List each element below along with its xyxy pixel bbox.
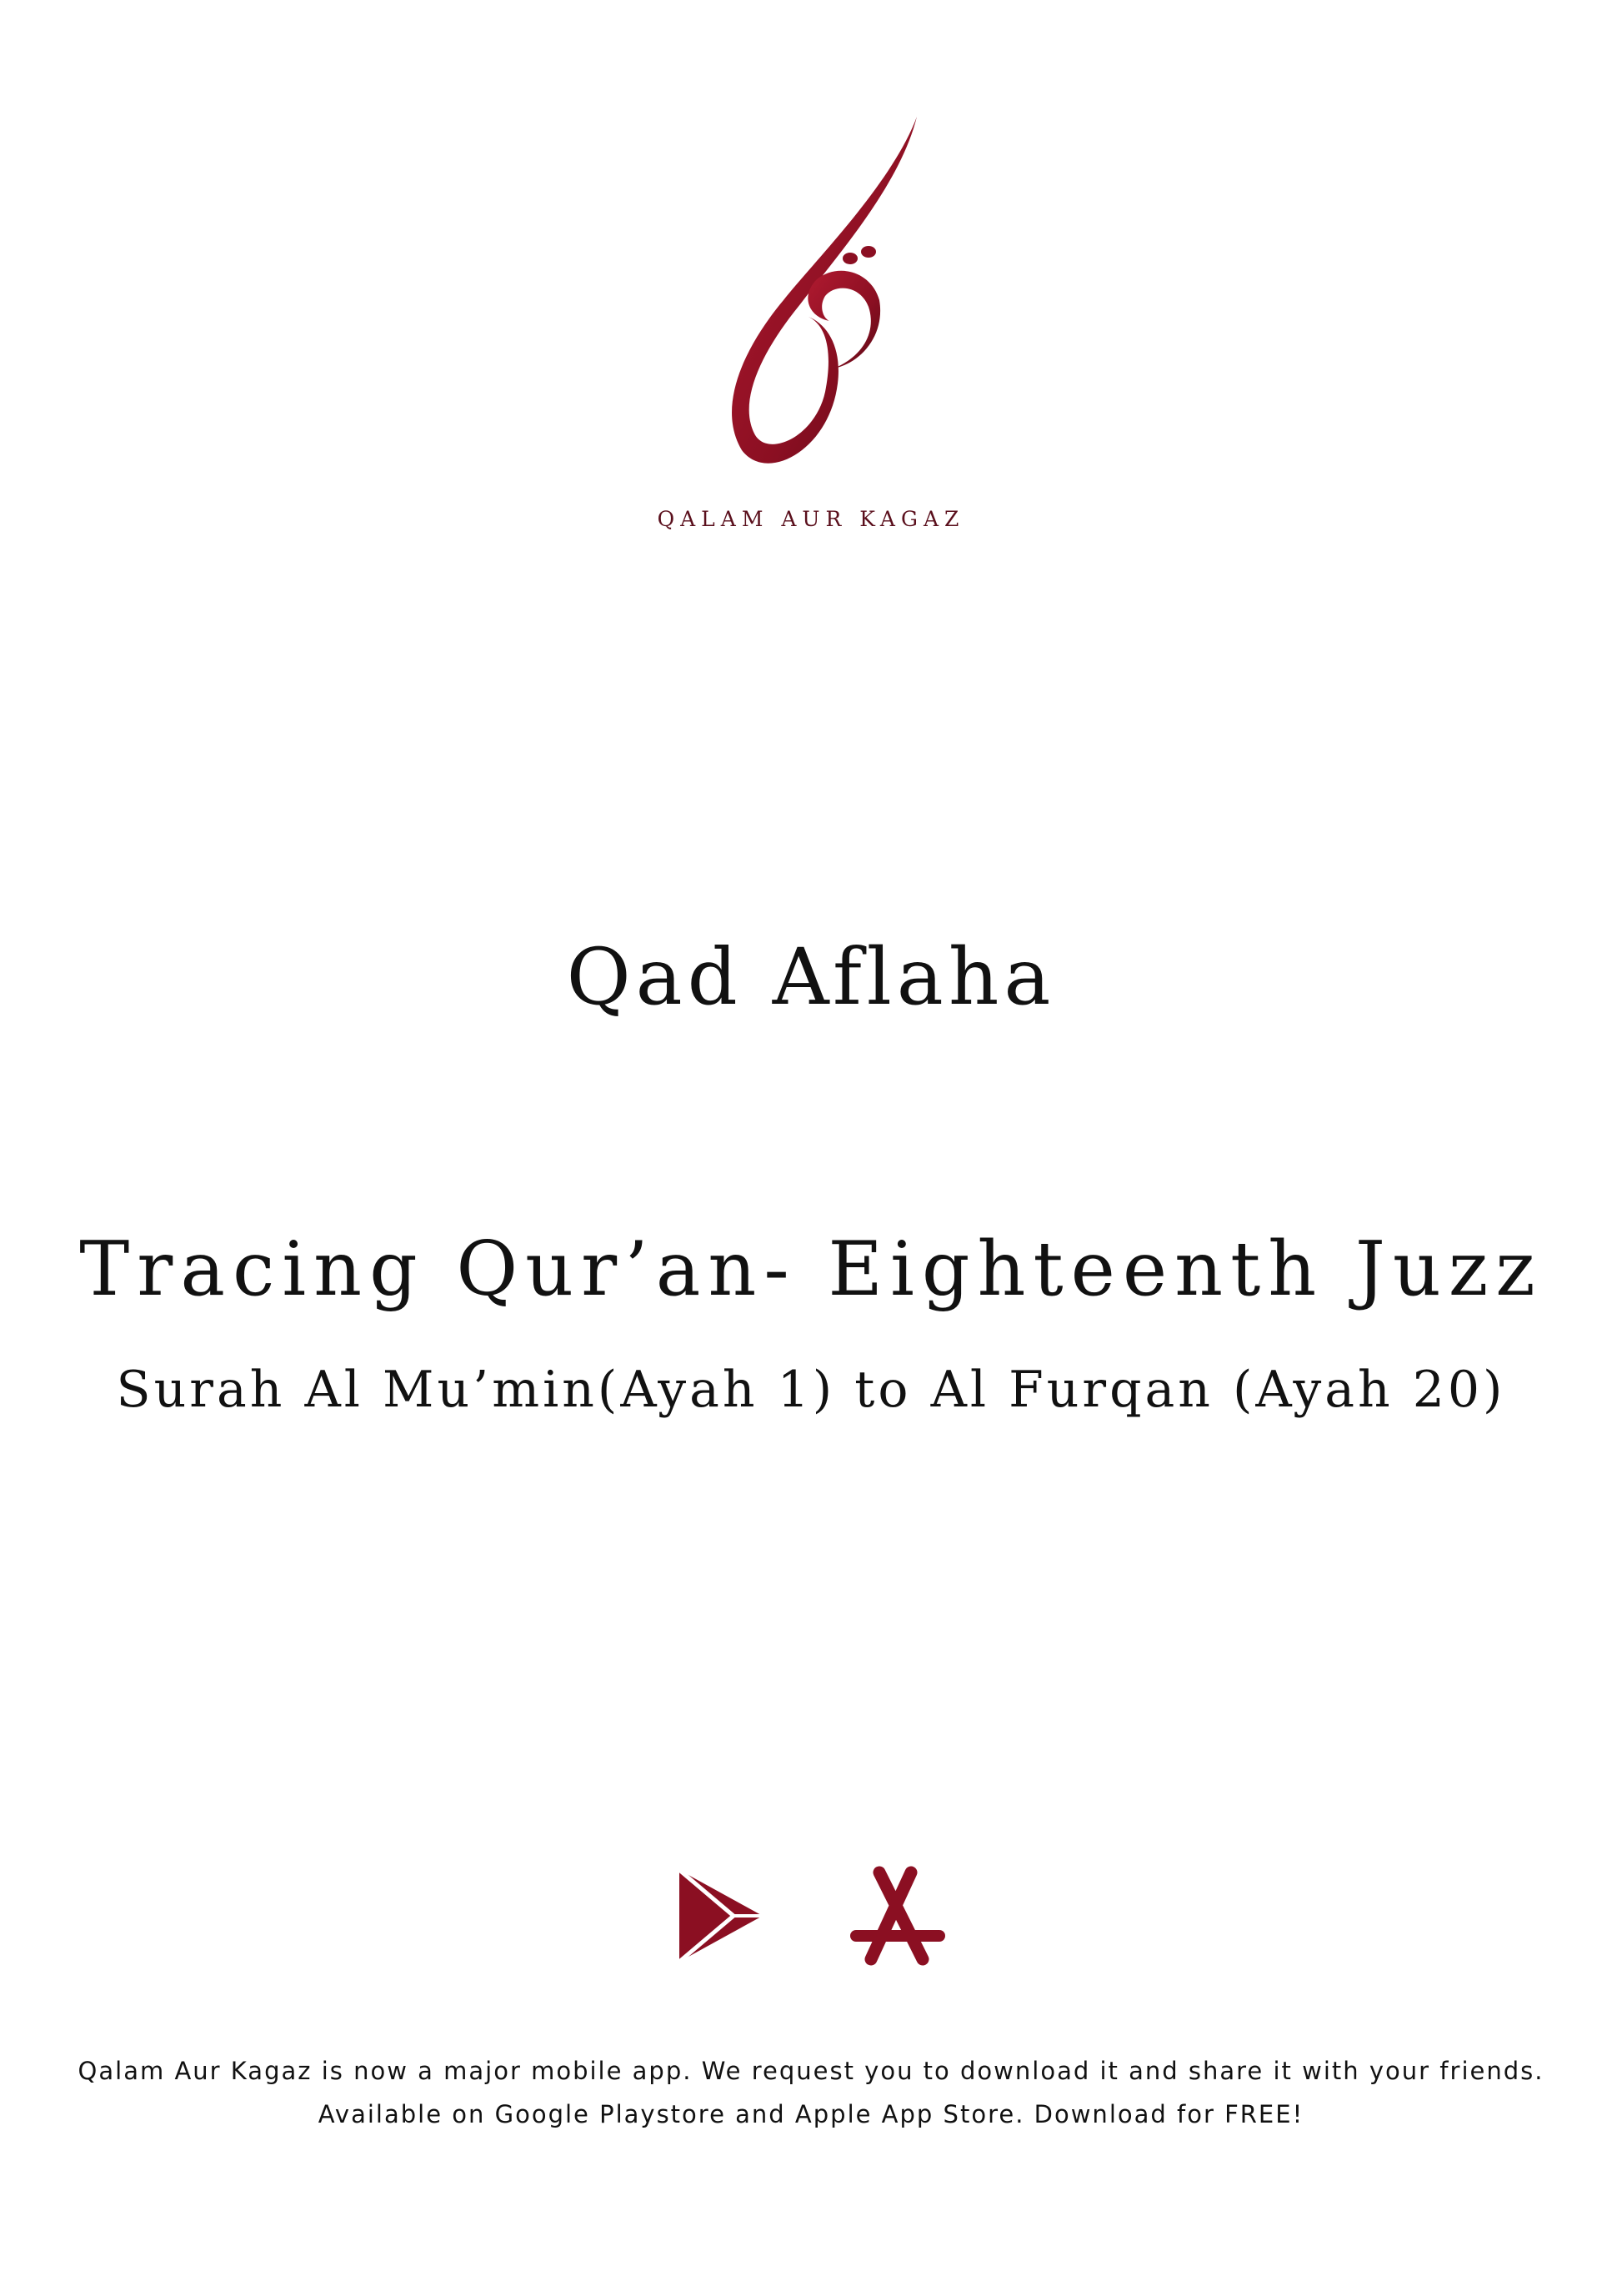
footer-line-2: Available on Google Playstore and Apple App Store. Download for FREE! (318, 2100, 1304, 2128)
cover-subtitle: Surah Al Mu’min(Ayah 1) to Al Furqan (Ayah 20) (116, 1361, 1506, 1419)
google-play-icon[interactable] (675, 1866, 767, 1966)
brand-wordmark: QALAM AUR KAGAZ (657, 507, 965, 531)
footer-line-1: Qalam Aur Kagaz is now a major mobile app. We request you to download it and share it with your friends. (78, 2057, 1544, 2085)
app-store-icon[interactable] (846, 1866, 950, 1970)
qaf-calligraphy-logo-icon (683, 108, 934, 475)
cover-title: Tracing Qur’an- Eighteenth Juzz (79, 1226, 1543, 1313)
juz-name-heading: Qad Aflaha (566, 932, 1056, 1023)
store-links (675, 1866, 959, 1974)
footer-note (0, 2049, 1622, 2136)
